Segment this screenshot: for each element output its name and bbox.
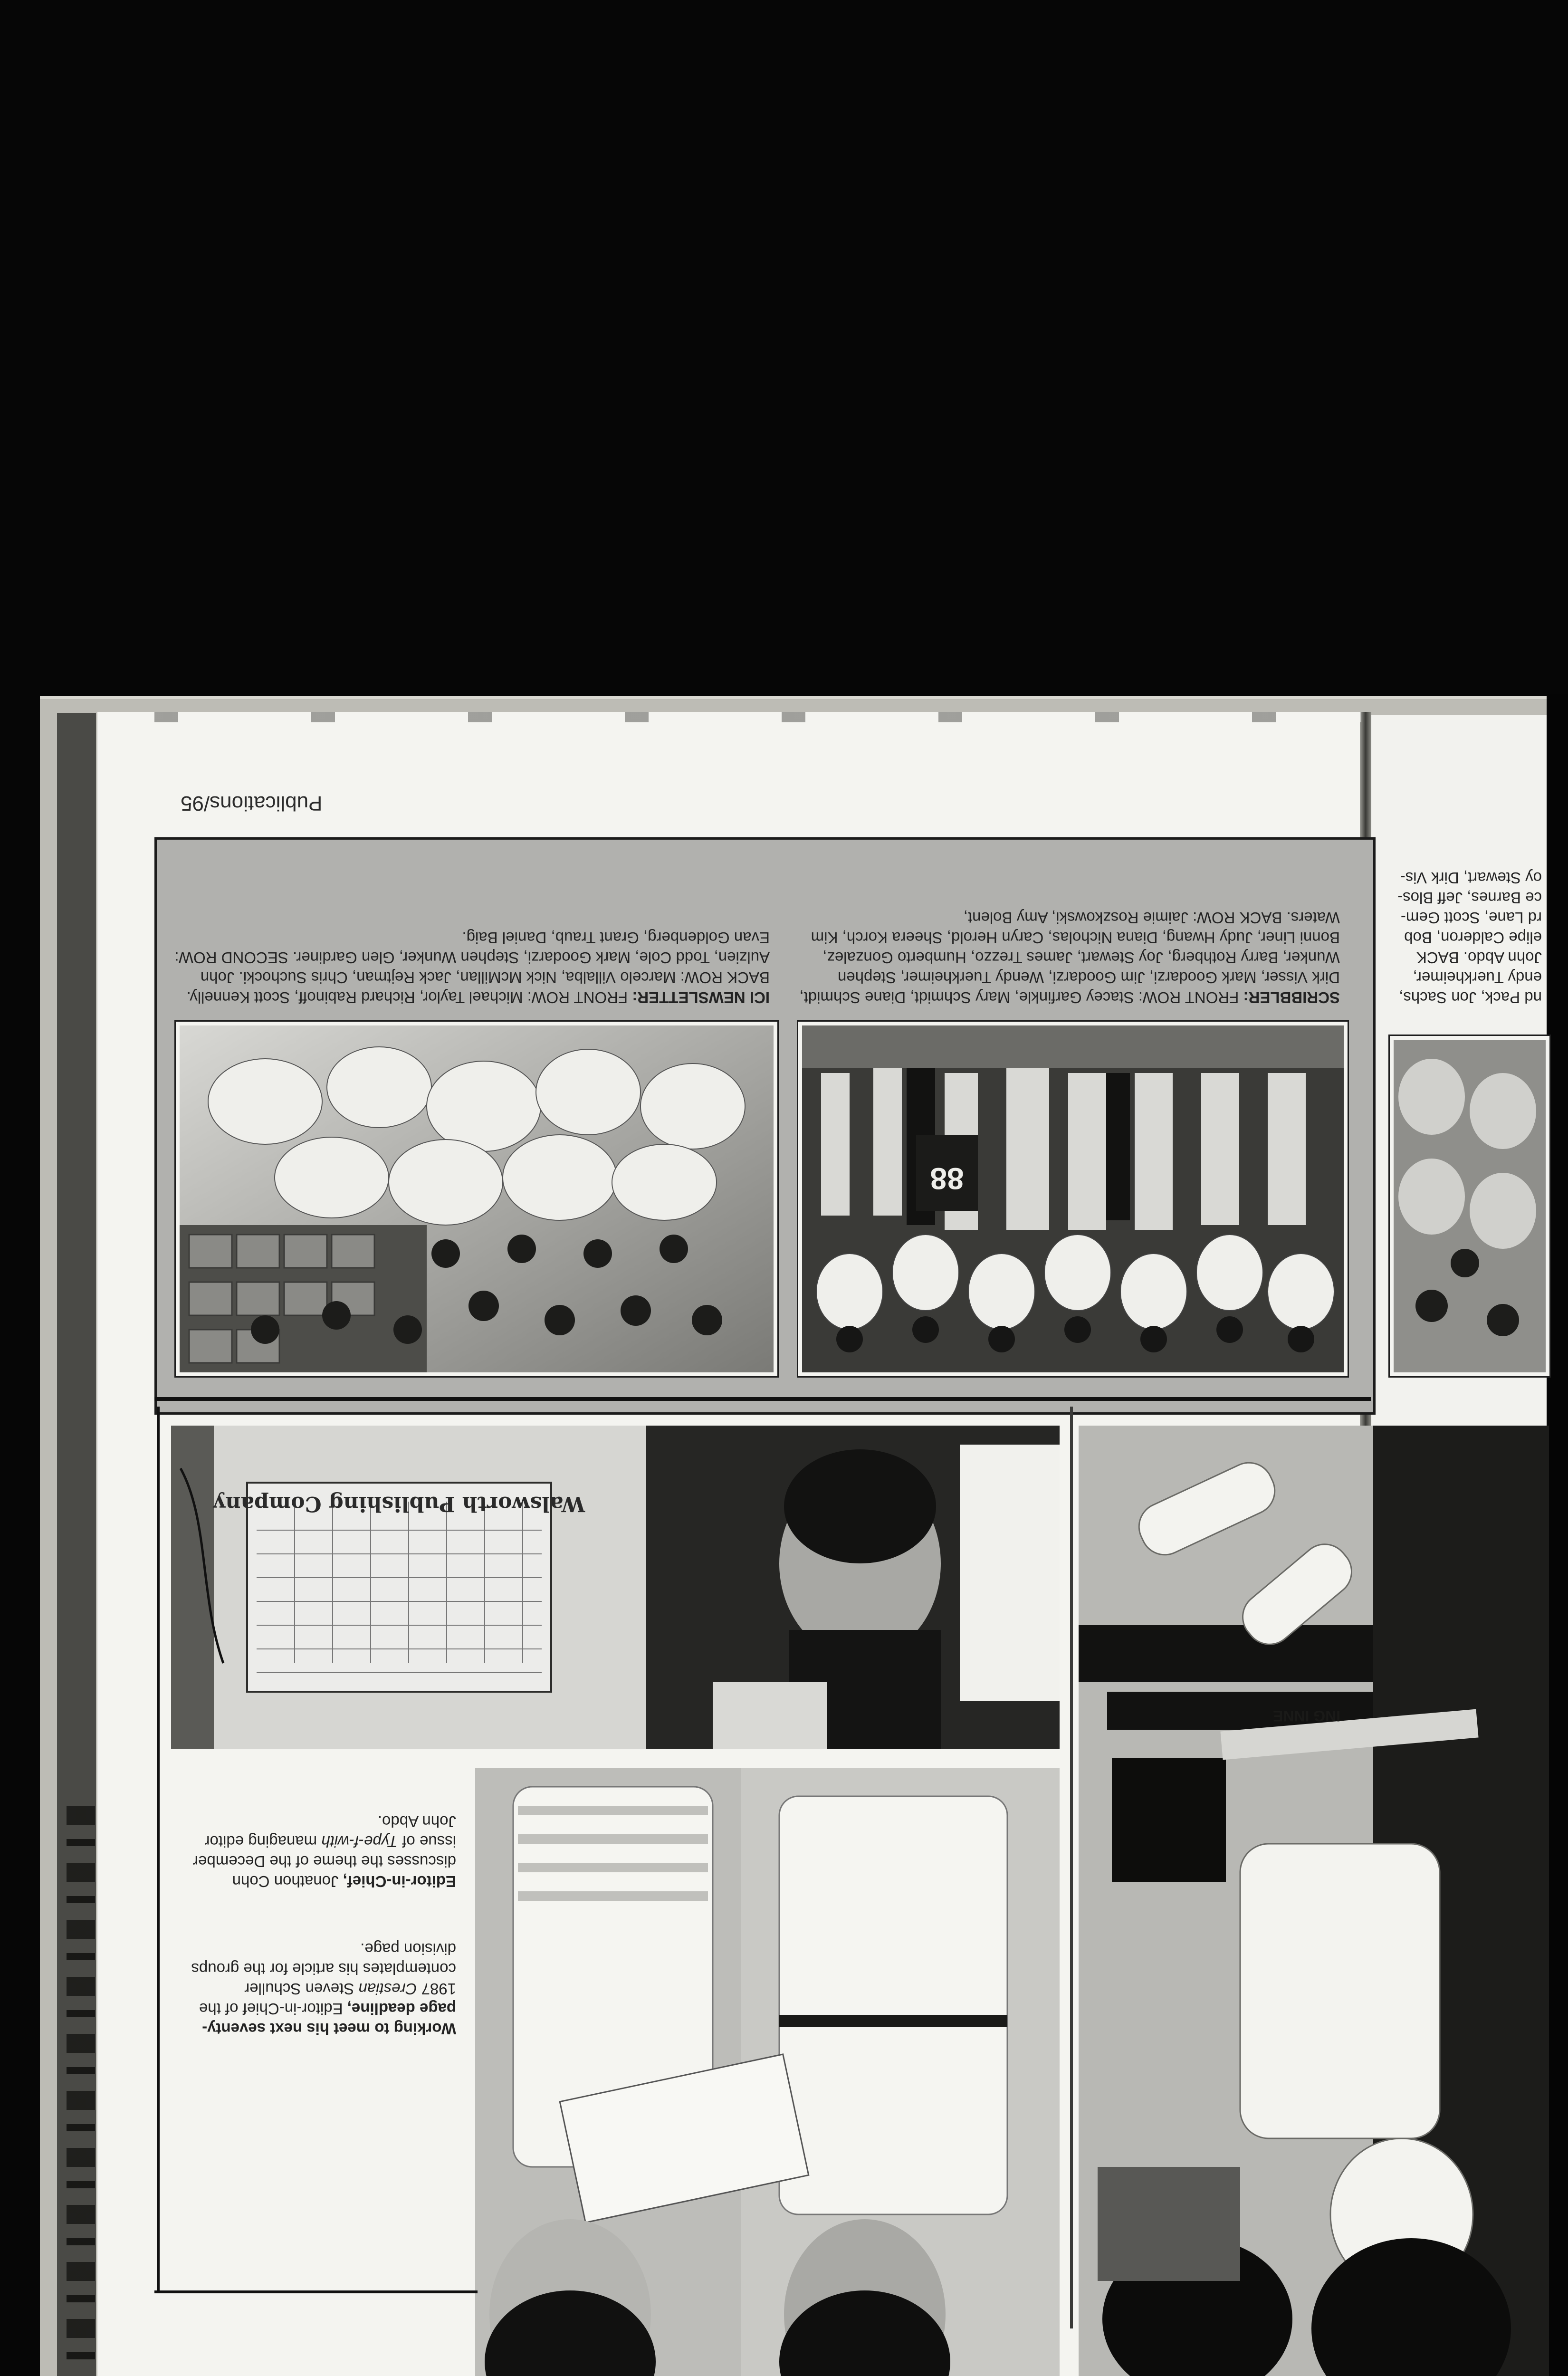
scribbler-label: SCRIBBLER: (1243, 989, 1340, 1006)
office-photo-graphic (171, 1426, 1060, 1749)
section-rule (154, 1397, 1371, 1401)
top-bleed-strip (97, 712, 1361, 722)
left-column-rule (157, 1407, 160, 2293)
right-column-rule (1070, 1407, 1073, 2328)
platform-photo-graphic (1079, 1426, 1549, 2376)
platform-sign-text: ING INNE (1272, 1707, 1341, 1725)
page-folio: Publications/95 (181, 792, 323, 815)
scribbler-photo-graphic (802, 1025, 1344, 1372)
partial-caption-text: nd Pack, Jon Sachs, endy Tuerkheimer, John Abdo. BACK elipe Calderon, Bob rd Lane, Scott Gem- ce Barnes, Jeff Blos- oy Stewart, Dirk Vis- (1397, 869, 1542, 1006)
editor-caption-lead: Editor-in-Chief, (343, 1873, 456, 1890)
editor-caption-italic: Type-f-with (321, 1833, 398, 1850)
ici-photo-graphic (180, 1025, 774, 1372)
bottom-rule (154, 2290, 478, 2293)
scribbler-caption (794, 865, 1340, 1007)
board-edge (1547, 694, 1568, 2376)
deadline-caption-lead: Working to meet his next seventy-page deadline, (202, 2000, 456, 2038)
jersey-number: 88 (930, 1161, 964, 1196)
partial-group-photo (1390, 1036, 1549, 1376)
poster-title: Walsworth Publishing Company (213, 1492, 585, 1516)
editors-photo-graphic (475, 1768, 1060, 2376)
platform-photo (1079, 1426, 1549, 2376)
office-poster-photo (171, 1426, 1060, 1749)
scribbler-group-photo (798, 1022, 1348, 1376)
ici-newsletter-text: FRONT ROW: Michael Taylor, Richard Rabinoff, Scott Kennelly. BACK ROW: Marcelo Villalba, Nick McMillan, Jack Rejtman, Chris Suchocki. John Aulzien, Todd Cole, Mark Goodarzi, Stephen Wunker, Glen Gardiner. SECOND ROW: Evan Goldenberg, Grant Traub, Daniel Baig. (174, 929, 770, 1006)
scribbler-text: FRONT ROW: Stacey Garfinkle, Mary Schmidt, Diane Schmidt, Dirk Visser, Mark Goodarzi, Jim Goodarzi, Wendy Tuerkheimer, Stephen Wunker, Barry Rothberg, Joy Stewart, James Trezzo, Humberto Gonzalez, Bonni Liner, Judy Hwang, Diana Nicholas, Caryn Herold, Sheera Korch, Kim Waters. BACK ROW: Jaimie Roszkowski, Amy Bolent, (799, 909, 1340, 1006)
editor-caption-text2: managing editor John Abdo. (204, 1813, 456, 1850)
ici-newsletter-label: ICI NEWSLETTER: (632, 989, 770, 1006)
editor-caption-text1: Jonathon Cohn discusses the theme of the December issue of (193, 1833, 456, 1890)
editors-photo (475, 1768, 1060, 2376)
partial-caption (1390, 865, 1542, 1007)
deadline-caption-text2: Steven Schuller contemplates his article for the groups division page. (191, 1940, 456, 1998)
ici-newsletter-group-photo (176, 1022, 777, 1376)
deadline-caption-text1: Editor-in-Chief of the 1987 (199, 1980, 456, 2018)
spine-marks (67, 1806, 95, 2376)
ici-newsletter-caption (171, 865, 770, 1007)
editor-caption (171, 1768, 456, 1891)
partial-photo-graphic (1394, 1040, 1546, 1372)
deadline-caption (171, 1896, 456, 2039)
deadline-caption-italic: Crestian (358, 1980, 417, 1998)
